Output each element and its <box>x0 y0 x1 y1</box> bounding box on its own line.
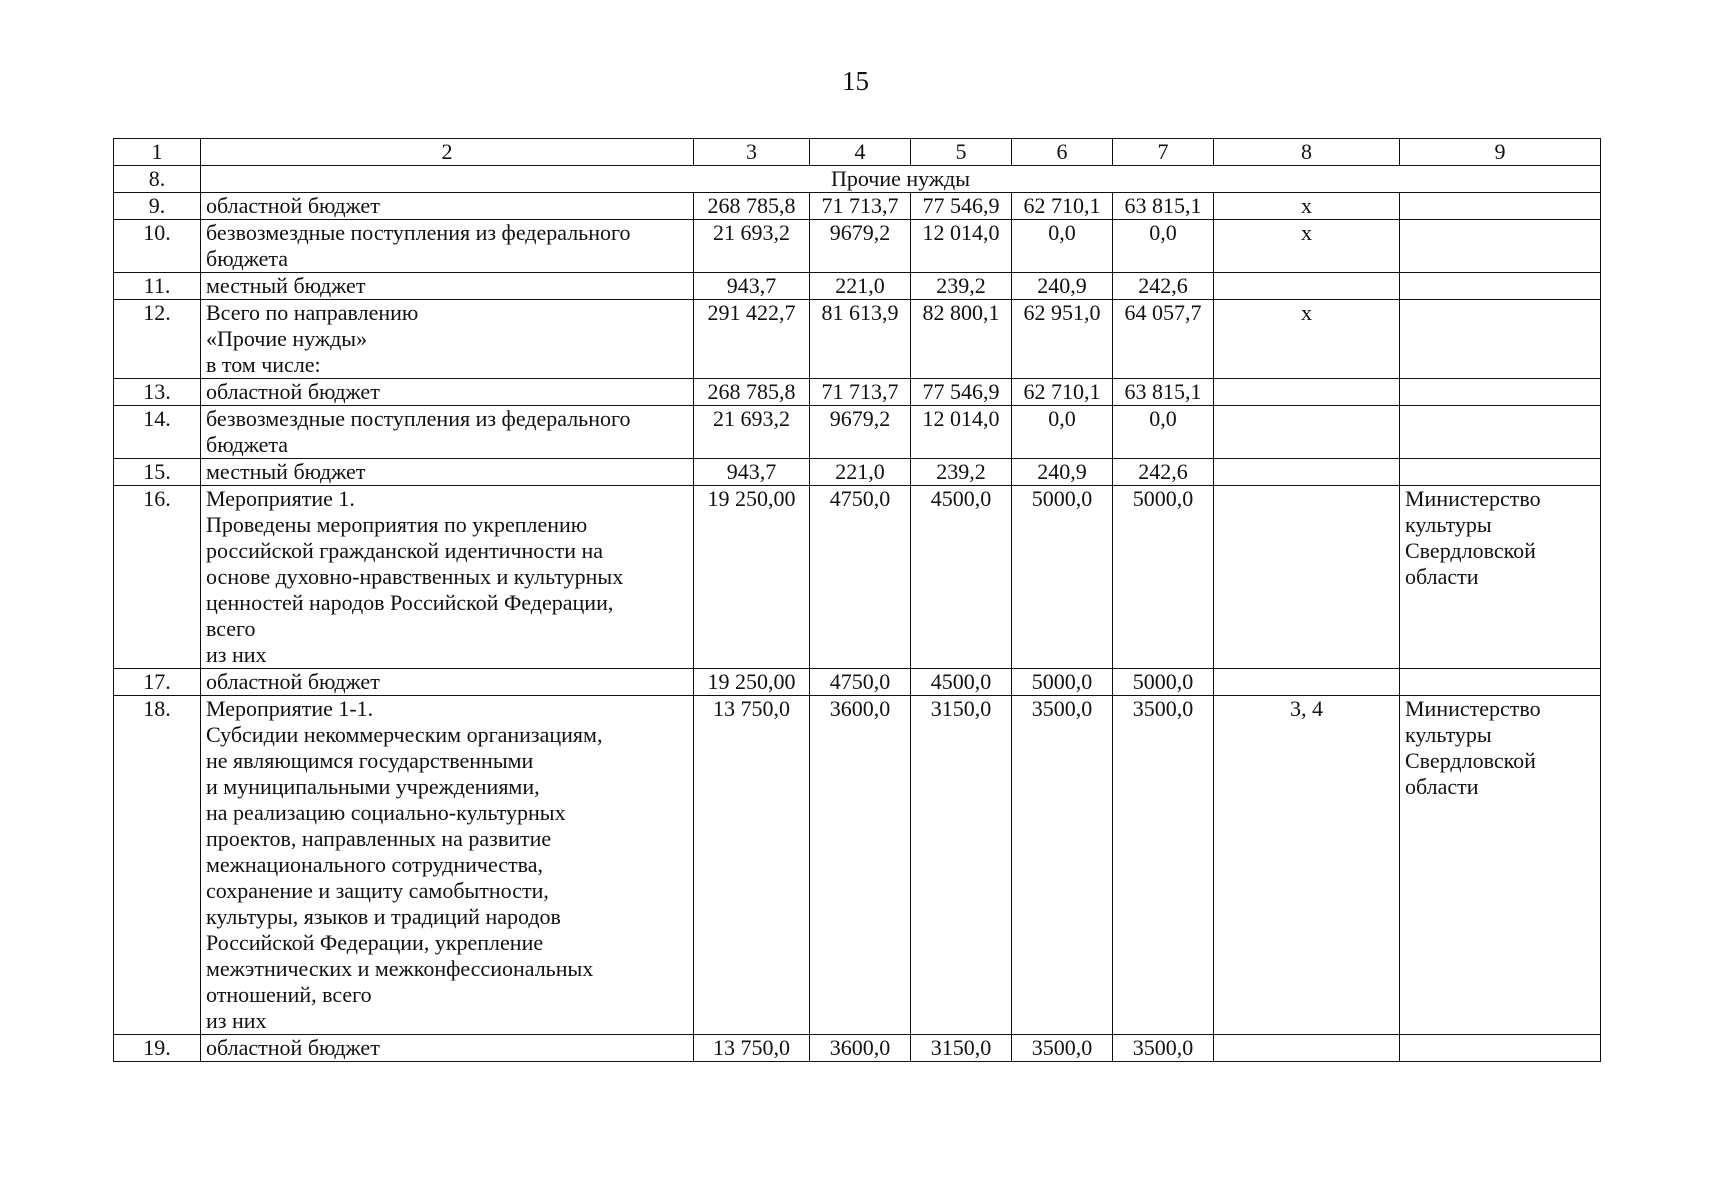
value-col-3: 943,7 <box>694 273 810 300</box>
responsible-executor <box>1400 273 1601 300</box>
value-col-3: 268 785,8 <box>694 193 810 220</box>
header-cell-9: 9 <box>1400 139 1601 166</box>
target-index <box>1214 379 1400 406</box>
value-col-5: 4500,0 <box>911 669 1012 696</box>
header-cell-2: 2 <box>201 139 694 166</box>
value-col-7: 242,6 <box>1113 459 1214 486</box>
value-col-4: 3600,0 <box>810 1035 911 1062</box>
value-col-3: 291 422,7 <box>694 300 810 379</box>
row-description: областной бюджет <box>201 193 694 220</box>
value-col-5: 3150,0 <box>911 696 1012 1035</box>
value-col-3: 21 693,2 <box>694 406 810 459</box>
responsible-executor <box>1400 669 1601 696</box>
row-number: 13. <box>114 379 201 406</box>
value-col-7: 0,0 <box>1113 406 1214 459</box>
table-row <box>114 669 1601 696</box>
target-index <box>1214 669 1400 696</box>
responsible-executor <box>1400 220 1601 273</box>
value-col-3: 21 693,2 <box>694 220 810 273</box>
value-col-4: 81 613,9 <box>810 300 911 379</box>
value-col-6: 0,0 <box>1012 406 1113 459</box>
row-number: 18. <box>114 696 201 1035</box>
row-number: 10. <box>114 220 201 273</box>
target-index: х <box>1214 193 1400 220</box>
responsible-executor <box>1400 193 1601 220</box>
responsible-executor <box>1400 300 1601 379</box>
row-description: Всего по направлению «Прочие нужды» в том числе: <box>201 300 694 379</box>
value-col-4: 3600,0 <box>810 696 911 1035</box>
value-col-5: 77 546,9 <box>911 379 1012 406</box>
value-col-6: 62 710,1 <box>1012 193 1113 220</box>
target-index: х <box>1214 220 1400 273</box>
value-col-4: 9679,2 <box>810 406 911 459</box>
value-col-3: 268 785,8 <box>694 379 810 406</box>
value-col-5: 239,2 <box>911 273 1012 300</box>
value-col-4: 71 713,7 <box>810 193 911 220</box>
value-col-4: 221,0 <box>810 273 911 300</box>
table-row <box>114 300 1601 379</box>
value-col-6: 240,9 <box>1012 459 1113 486</box>
value-col-7: 63 815,1 <box>1113 379 1214 406</box>
row-description: областной бюджет <box>201 669 694 696</box>
table-row <box>114 459 1601 486</box>
row-number: 14. <box>114 406 201 459</box>
table-row <box>114 406 1601 459</box>
value-col-5: 12 014,0 <box>911 406 1012 459</box>
responsible-executor <box>1400 379 1601 406</box>
target-index <box>1214 486 1400 669</box>
value-col-4: 71 713,7 <box>810 379 911 406</box>
target-index <box>1214 406 1400 459</box>
section-row <box>114 166 1601 193</box>
value-col-3: 13 750,0 <box>694 696 810 1035</box>
value-col-5: 3150,0 <box>911 1035 1012 1062</box>
row-number: 12. <box>114 300 201 379</box>
value-col-6: 5000,0 <box>1012 486 1113 669</box>
value-col-5: 4500,0 <box>911 486 1012 669</box>
value-col-6: 3500,0 <box>1012 696 1113 1035</box>
responsible-executor <box>1400 406 1601 459</box>
value-col-4: 221,0 <box>810 459 911 486</box>
header-cell-1: 1 <box>114 139 201 166</box>
table-row <box>114 273 1601 300</box>
value-col-6: 3500,0 <box>1012 1035 1113 1062</box>
budget-table <box>113 138 1601 1062</box>
target-index <box>1214 273 1400 300</box>
table-row <box>114 193 1601 220</box>
value-col-5: 12 014,0 <box>911 220 1012 273</box>
value-col-6: 62 951,0 <box>1012 300 1113 379</box>
page-number: 15 <box>842 66 869 96</box>
target-index: х <box>1214 300 1400 379</box>
table-row <box>114 1035 1601 1062</box>
table-row <box>114 220 1601 273</box>
table-row <box>114 486 1601 669</box>
value-col-5: 82 800,1 <box>911 300 1012 379</box>
row-description: безвозмездные поступления из федерального бюджета <box>201 406 694 459</box>
value-col-7: 3500,0 <box>1113 696 1214 1035</box>
table-row <box>114 696 1601 1035</box>
target-index: 3, 4 <box>1214 696 1400 1035</box>
row-number: 9. <box>114 193 201 220</box>
row-number: 16. <box>114 486 201 669</box>
value-col-3: 13 750,0 <box>694 1035 810 1062</box>
table-body <box>114 139 1601 1062</box>
header-cell-6: 6 <box>1012 139 1113 166</box>
value-col-6: 240,9 <box>1012 273 1113 300</box>
header-cell-7: 7 <box>1113 139 1214 166</box>
value-col-4: 4750,0 <box>810 486 911 669</box>
value-col-7: 242,6 <box>1113 273 1214 300</box>
row-number: 17. <box>114 669 201 696</box>
value-col-7: 0,0 <box>1113 220 1214 273</box>
table-row <box>114 379 1601 406</box>
row-description: областной бюджет <box>201 1035 694 1062</box>
value-col-5: 239,2 <box>911 459 1012 486</box>
row-number: 15. <box>114 459 201 486</box>
value-col-7: 5000,0 <box>1113 669 1214 696</box>
value-col-7: 3500,0 <box>1113 1035 1214 1062</box>
row-description: безвозмездные поступления из федерального бюджета <box>201 220 694 273</box>
value-col-6: 0,0 <box>1012 220 1113 273</box>
value-col-7: 63 815,1 <box>1113 193 1214 220</box>
row-description: Мероприятие 1. Проведены мероприятия по укреплению российской гражданской идентичности на основе духовно-нравственных и культурных ценностей народов Российской Федерации, всего из них <box>201 486 694 669</box>
target-index <box>1214 459 1400 486</box>
header-cell-8: 8 <box>1214 139 1400 166</box>
value-col-6: 62 710,1 <box>1012 379 1113 406</box>
value-col-3: 943,7 <box>694 459 810 486</box>
value-col-7: 64 057,7 <box>1113 300 1214 379</box>
row-description: местный бюджет <box>201 273 694 300</box>
value-col-7: 5000,0 <box>1113 486 1214 669</box>
row-number: 8. <box>114 166 201 193</box>
responsible-executor <box>1400 459 1601 486</box>
section-title: Прочие нужды <box>201 166 1601 193</box>
row-description: областной бюджет <box>201 379 694 406</box>
header-cell-4: 4 <box>810 139 911 166</box>
header-cell-5: 5 <box>911 139 1012 166</box>
value-col-4: 4750,0 <box>810 669 911 696</box>
value-col-5: 77 546,9 <box>911 193 1012 220</box>
responsible-executor <box>1400 1035 1601 1062</box>
header-cell-3: 3 <box>694 139 810 166</box>
row-number: 11. <box>114 273 201 300</box>
row-number: 19. <box>114 1035 201 1062</box>
value-col-6: 5000,0 <box>1012 669 1113 696</box>
responsible-executor: Министерство культуры Свердловской области <box>1400 486 1601 669</box>
target-index <box>1214 1035 1400 1062</box>
row-description: местный бюджет <box>201 459 694 486</box>
value-col-3: 19 250,00 <box>694 486 810 669</box>
value-col-3: 19 250,00 <box>694 669 810 696</box>
row-description: Мероприятие 1-1. Субсидии некоммерческим организациям, не являющимся государственными и муниципальными учреждениями, на реализацию социально-культурных проектов, направленных на развитие межнационального сотрудничества, сохранение и защиту самобытности, культуры, языков и традиций народов Российской Федерации, укрепление межэтнических и межконфессиональных отношений, всего из них <box>201 696 694 1035</box>
value-col-4: 9679,2 <box>810 220 911 273</box>
responsible-executor: Министерство культуры Свердловской области <box>1400 696 1601 1035</box>
header-row <box>114 139 1601 166</box>
